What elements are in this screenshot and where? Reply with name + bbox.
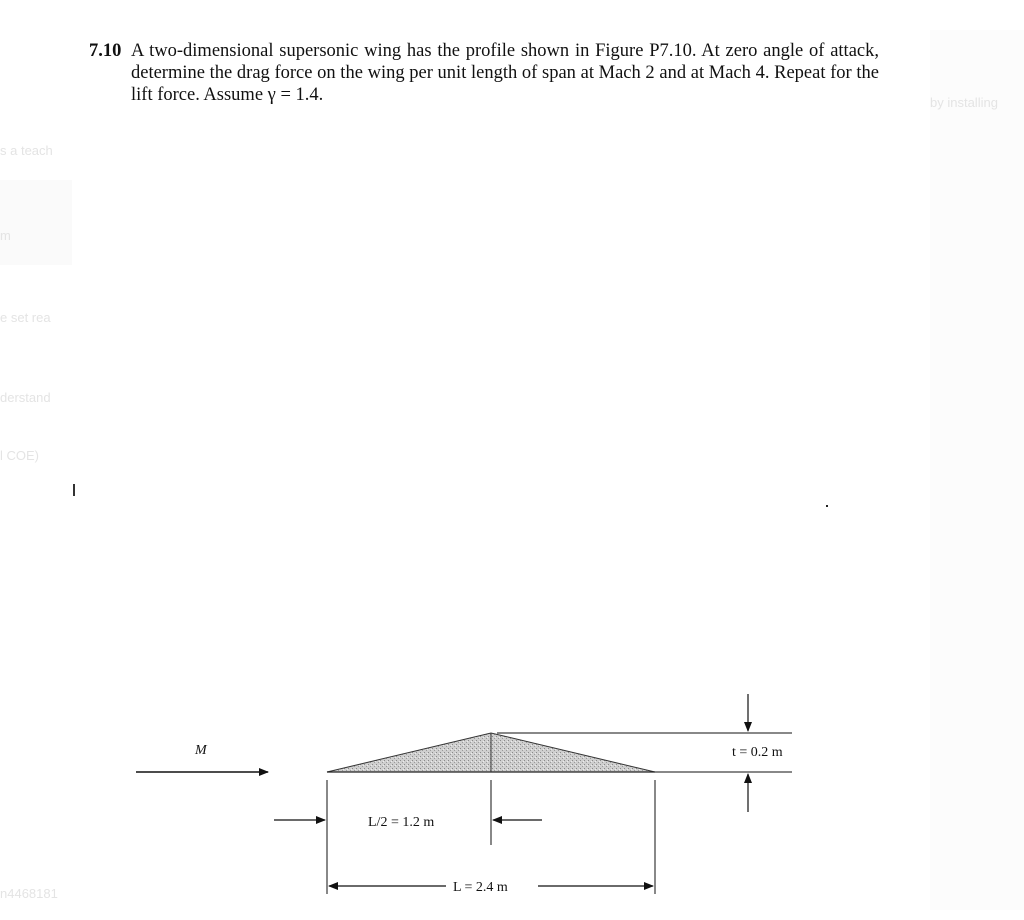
ghost-text-right: by installing <box>930 95 998 110</box>
ghost-text-5: l COE) <box>0 448 39 463</box>
problem-number: 7.10 <box>89 41 122 61</box>
ghost-text-2: m <box>0 228 11 243</box>
ghost-text-1: s a teach <box>0 143 53 158</box>
ghost-text-4: derstand <box>0 390 51 405</box>
mach-label: M <box>195 743 207 758</box>
length-label: L = 2.4 m <box>453 880 508 895</box>
ghost-text-6: n4468181 <box>0 886 58 901</box>
problem-text: A two-dimensional supersonic wing has the profile shown in Figure P7.10. At zero angle of attack, determine the drag force on the wing per unit length of span at Mach 2 and at Mach 4. Repeat for the lift force. Assume γ = 1.4. <box>131 41 879 105</box>
half-length-label: L/2 = 1.2 m <box>368 815 435 830</box>
thickness-label: t = 0.2 m <box>732 745 783 760</box>
ghost-text-3: e set rea <box>0 310 51 325</box>
